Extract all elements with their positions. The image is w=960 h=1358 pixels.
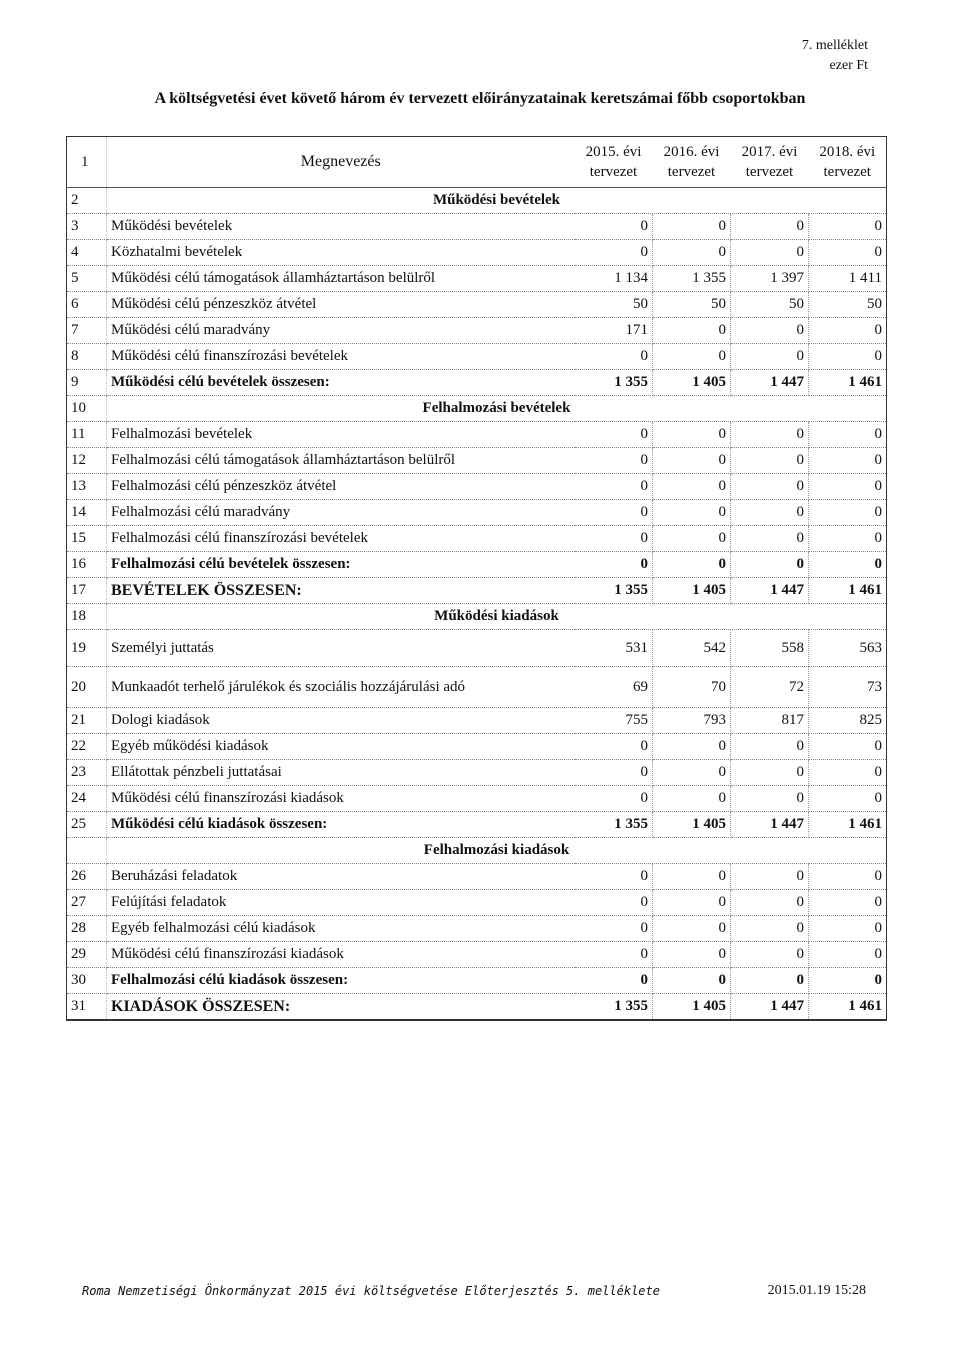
value-cell-2016: 0 [653, 760, 731, 786]
section-title: Felhalmozási bevételek [107, 396, 887, 422]
row-number: 17 [67, 578, 107, 604]
row-label: Felhalmozási célú pénzeszköz átvétel [107, 474, 575, 500]
value-cell-2018: 0 [809, 474, 887, 500]
value-cell-2017: 0 [731, 474, 809, 500]
row-label: Felújítási feladatok [107, 890, 575, 916]
annex-label: 7. melléklet [801, 38, 868, 53]
value-cell-2018: 0 [809, 760, 887, 786]
value-cell-2017: 1 447 [731, 994, 809, 1021]
row-label: Működési célú finanszírozási kiadások [107, 942, 575, 968]
value-cell-2017: 1 447 [731, 812, 809, 838]
row-number: 11 [67, 422, 107, 448]
value-cell-2017: 0 [731, 344, 809, 370]
value-cell-2016: 0 [653, 422, 731, 448]
value-cell-2016: 793 [653, 708, 731, 734]
row-number: 22 [67, 734, 107, 760]
value-cell-2016: 0 [653, 552, 731, 578]
value-cell-2016: 0 [653, 344, 731, 370]
table-row [67, 890, 887, 916]
value-cell-2017: 1 447 [731, 578, 809, 604]
table-header-row [67, 137, 887, 188]
row-number: 28 [67, 916, 107, 942]
value-cell-2015: 1 355 [575, 578, 653, 604]
value-cell-2017: 0 [731, 942, 809, 968]
value-cell-2018: 0 [809, 526, 887, 552]
value-cell-2017: 0 [731, 214, 809, 240]
value-cell-2018: 0 [809, 968, 887, 994]
header-year-2017: 2017. évi tervezet [731, 137, 809, 188]
section-header-row [67, 838, 887, 864]
row-label: Személyi juttatás [107, 630, 575, 667]
table-row [67, 370, 887, 396]
header-year-2018: 2018. évi tervezet [809, 137, 887, 188]
row-label: Közhatalmi bevételek [107, 240, 575, 266]
row-number: 12 [67, 448, 107, 474]
value-cell-2016: 0 [653, 890, 731, 916]
row-label: Felhalmozási célú támogatások államháztartáson belülről [107, 448, 575, 474]
table-row [67, 526, 887, 552]
value-cell-2017: 0 [731, 734, 809, 760]
value-cell-2017: 0 [731, 786, 809, 812]
value-cell-2016: 1 355 [653, 266, 731, 292]
row-label: Felhalmozási célú kiadások összesen: [107, 968, 575, 994]
value-cell-2018: 0 [809, 214, 887, 240]
value-cell-2015: 0 [575, 734, 653, 760]
section-title: Működési bevételek [107, 188, 887, 214]
value-cell-2017: 0 [731, 526, 809, 552]
value-cell-2015: 1 355 [575, 994, 653, 1021]
table-row [67, 916, 887, 942]
value-cell-2017: 0 [731, 448, 809, 474]
row-number: 3 [67, 214, 107, 240]
value-cell-2016: 0 [653, 500, 731, 526]
table-row [67, 667, 887, 708]
value-cell-2017: 0 [731, 890, 809, 916]
table-row [67, 266, 887, 292]
value-cell-2017: 0 [731, 422, 809, 448]
value-cell-2017: 72 [731, 667, 809, 708]
row-label: Működési bevételek [107, 214, 575, 240]
row-label: Egyéb felhalmozási célú kiadások [107, 916, 575, 942]
value-cell-2018: 73 [809, 667, 887, 708]
table-row [67, 422, 887, 448]
row-label: Működési célú támogatások államháztartáson belülről [107, 266, 575, 292]
row-number: 13 [67, 474, 107, 500]
value-cell-2016: 50 [653, 292, 731, 318]
row-number: 8 [67, 344, 107, 370]
row-number: 25 [67, 812, 107, 838]
table-row [67, 318, 887, 344]
row-label: Egyéb működési kiadások [107, 734, 575, 760]
budget-table-body [67, 137, 887, 1021]
table-row [67, 500, 887, 526]
row-label: Felhalmozási célú bevételek összesen: [107, 552, 575, 578]
value-cell-2015: 0 [575, 786, 653, 812]
value-cell-2016: 0 [653, 734, 731, 760]
row-label: Felhalmozási célú finanszírozási bevételek [107, 526, 575, 552]
row-label: Működési célú kiadások összesen: [107, 812, 575, 838]
table-row [67, 708, 887, 734]
value-cell-2015: 1 134 [575, 266, 653, 292]
value-cell-2016: 0 [653, 864, 731, 890]
value-cell-2017: 817 [731, 708, 809, 734]
value-cell-2018: 0 [809, 240, 887, 266]
value-cell-2018: 1 461 [809, 578, 887, 604]
value-cell-2015: 531 [575, 630, 653, 667]
value-cell-2018: 0 [809, 890, 887, 916]
value-cell-2015: 171 [575, 318, 653, 344]
table-row [67, 942, 887, 968]
value-cell-2015: 0 [575, 240, 653, 266]
value-cell-2016: 1 405 [653, 812, 731, 838]
row-number: 26 [67, 864, 107, 890]
header-year-2016: 2016. évi tervezet [653, 137, 731, 188]
table-row [67, 474, 887, 500]
value-cell-2017: 1 397 [731, 266, 809, 292]
table-row [67, 760, 887, 786]
row-number: 27 [67, 890, 107, 916]
row-number: 31 [67, 994, 107, 1021]
section-title: Felhalmozási kiadások [107, 838, 887, 864]
annex-block [802, 36, 868, 76]
value-cell-2015: 0 [575, 526, 653, 552]
value-cell-2018: 0 [809, 500, 887, 526]
value-cell-2018: 563 [809, 630, 887, 667]
row-number: 18 [67, 604, 107, 630]
value-cell-2016: 0 [653, 786, 731, 812]
value-cell-2015: 0 [575, 968, 653, 994]
value-cell-2015: 0 [575, 552, 653, 578]
header-year-2015: 2015. évi tervezet [575, 137, 653, 188]
row-number: 2 [67, 188, 107, 214]
row-number: 9 [67, 370, 107, 396]
value-cell-2016: 0 [653, 448, 731, 474]
table-row [67, 630, 887, 667]
value-cell-2016: 1 405 [653, 578, 731, 604]
value-cell-2018: 1 461 [809, 812, 887, 838]
header-name: Megnevezés [107, 137, 575, 188]
value-cell-2015: 755 [575, 708, 653, 734]
value-cell-2018: 825 [809, 708, 887, 734]
value-cell-2018: 0 [809, 552, 887, 578]
value-cell-2017: 50 [731, 292, 809, 318]
value-cell-2015: 0 [575, 214, 653, 240]
value-cell-2017: 0 [731, 318, 809, 344]
table-row [67, 292, 887, 318]
value-cell-2017: 0 [731, 240, 809, 266]
value-cell-2018: 0 [809, 448, 887, 474]
page-title: A költségvetési évet követő három év tervezett előirányzatainak keretszámai főbb csoportokban [154, 90, 806, 107]
value-cell-2017: 0 [731, 864, 809, 890]
budget-table [66, 136, 887, 1021]
value-cell-2018: 0 [809, 734, 887, 760]
table-row [67, 786, 887, 812]
table-row [67, 214, 887, 240]
table-row [67, 448, 887, 474]
value-cell-2015: 0 [575, 864, 653, 890]
value-cell-2018: 0 [809, 422, 887, 448]
value-cell-2016: 0 [653, 526, 731, 552]
row-number: 23 [67, 760, 107, 786]
value-cell-2015: 0 [575, 890, 653, 916]
row-number: 20 [67, 667, 107, 708]
value-cell-2015: 69 [575, 667, 653, 708]
table-row [67, 552, 887, 578]
row-label: Munkaadót terhelő járulékok és szociális hozzájárulási adó [107, 667, 575, 708]
row-label: Működési célú finanszírozási bevételek [107, 344, 575, 370]
value-cell-2016: 0 [653, 968, 731, 994]
value-cell-2016: 1 405 [653, 370, 731, 396]
value-cell-2018: 0 [809, 318, 887, 344]
row-number: 14 [67, 500, 107, 526]
value-cell-2015: 1 355 [575, 812, 653, 838]
value-cell-2015: 0 [575, 942, 653, 968]
table-row [67, 734, 887, 760]
value-cell-2018: 0 [809, 864, 887, 890]
value-cell-2018: 50 [809, 292, 887, 318]
row-number: 16 [67, 552, 107, 578]
value-cell-2018: 0 [809, 344, 887, 370]
value-cell-2017: 0 [731, 916, 809, 942]
value-cell-2015: 0 [575, 760, 653, 786]
table-row [67, 240, 887, 266]
value-cell-2015: 0 [575, 448, 653, 474]
row-number: 5 [67, 266, 107, 292]
row-label: KIADÁSOK ÖSSZESEN: [107, 994, 575, 1021]
row-label: Működési célú finanszírozási kiadások [107, 786, 575, 812]
footer-timestamp: 2015.01.19 15:28 [767, 1283, 866, 1298]
row-number: 7 [67, 318, 107, 344]
value-cell-2016: 70 [653, 667, 731, 708]
value-cell-2015: 0 [575, 344, 653, 370]
section-header-row [67, 604, 887, 630]
value-cell-2017: 0 [731, 760, 809, 786]
value-cell-2016: 0 [653, 240, 731, 266]
row-number: 21 [67, 708, 107, 734]
table-row [67, 968, 887, 994]
value-cell-2015: 50 [575, 292, 653, 318]
value-cell-2017: 0 [731, 500, 809, 526]
row-label: Felhalmozási bevételek [107, 422, 575, 448]
header-row-number: 1 [67, 137, 107, 188]
row-label: Dologi kiadások [107, 708, 575, 734]
value-cell-2016: 542 [653, 630, 731, 667]
value-cell-2017: 1 447 [731, 370, 809, 396]
table-row [67, 864, 887, 890]
section-header-row [67, 396, 887, 422]
value-cell-2018: 0 [809, 942, 887, 968]
value-cell-2016: 1 405 [653, 994, 731, 1021]
row-number: 29 [67, 942, 107, 968]
value-cell-2018: 1 461 [809, 370, 887, 396]
row-label: Felhalmozási célú maradvány [107, 500, 575, 526]
value-cell-2015: 1 355 [575, 370, 653, 396]
value-cell-2018: 1 461 [809, 994, 887, 1021]
row-number: 15 [67, 526, 107, 552]
value-cell-2016: 0 [653, 214, 731, 240]
value-cell-2016: 0 [653, 942, 731, 968]
row-number: 30 [67, 968, 107, 994]
row-number: 6 [67, 292, 107, 318]
unit-label: ezer Ft [829, 58, 868, 73]
row-label: Beruházási feladatok [107, 864, 575, 890]
value-cell-2015: 0 [575, 916, 653, 942]
value-cell-2016: 0 [653, 318, 731, 344]
table-row [67, 994, 887, 1021]
section-title: Működési kiadások [107, 604, 887, 630]
table-row [67, 578, 887, 604]
row-number: 19 [67, 630, 107, 667]
row-label: BEVÉTELEK ÖSSZESEN: [107, 578, 575, 604]
value-cell-2017: 0 [731, 968, 809, 994]
value-cell-2016: 0 [653, 474, 731, 500]
row-label: Működési célú maradvány [107, 318, 575, 344]
row-number: 4 [67, 240, 107, 266]
footer-document: Roma Nemzetiségi Önkormányzat 2015 évi költségvetése Előterjesztés 5. melléklete [82, 1284, 660, 1298]
value-cell-2018: 0 [809, 916, 887, 942]
table-row [67, 812, 887, 838]
value-cell-2017: 558 [731, 630, 809, 667]
value-cell-2016: 0 [653, 916, 731, 942]
value-cell-2018: 0 [809, 786, 887, 812]
row-label: Működési célú pénzeszköz átvétel [107, 292, 575, 318]
row-label: Működési célú bevételek összesen: [107, 370, 575, 396]
value-cell-2015: 0 [575, 422, 653, 448]
row-number: 10 [67, 396, 107, 422]
value-cell-2018: 1 411 [809, 266, 887, 292]
row-label: Ellátottak pénzbeli juttatásai [107, 760, 575, 786]
row-number: 24 [67, 786, 107, 812]
section-header-row [67, 188, 887, 214]
row-number [67, 838, 107, 864]
value-cell-2015: 0 [575, 500, 653, 526]
value-cell-2015: 0 [575, 474, 653, 500]
value-cell-2017: 0 [731, 552, 809, 578]
table-row [67, 344, 887, 370]
